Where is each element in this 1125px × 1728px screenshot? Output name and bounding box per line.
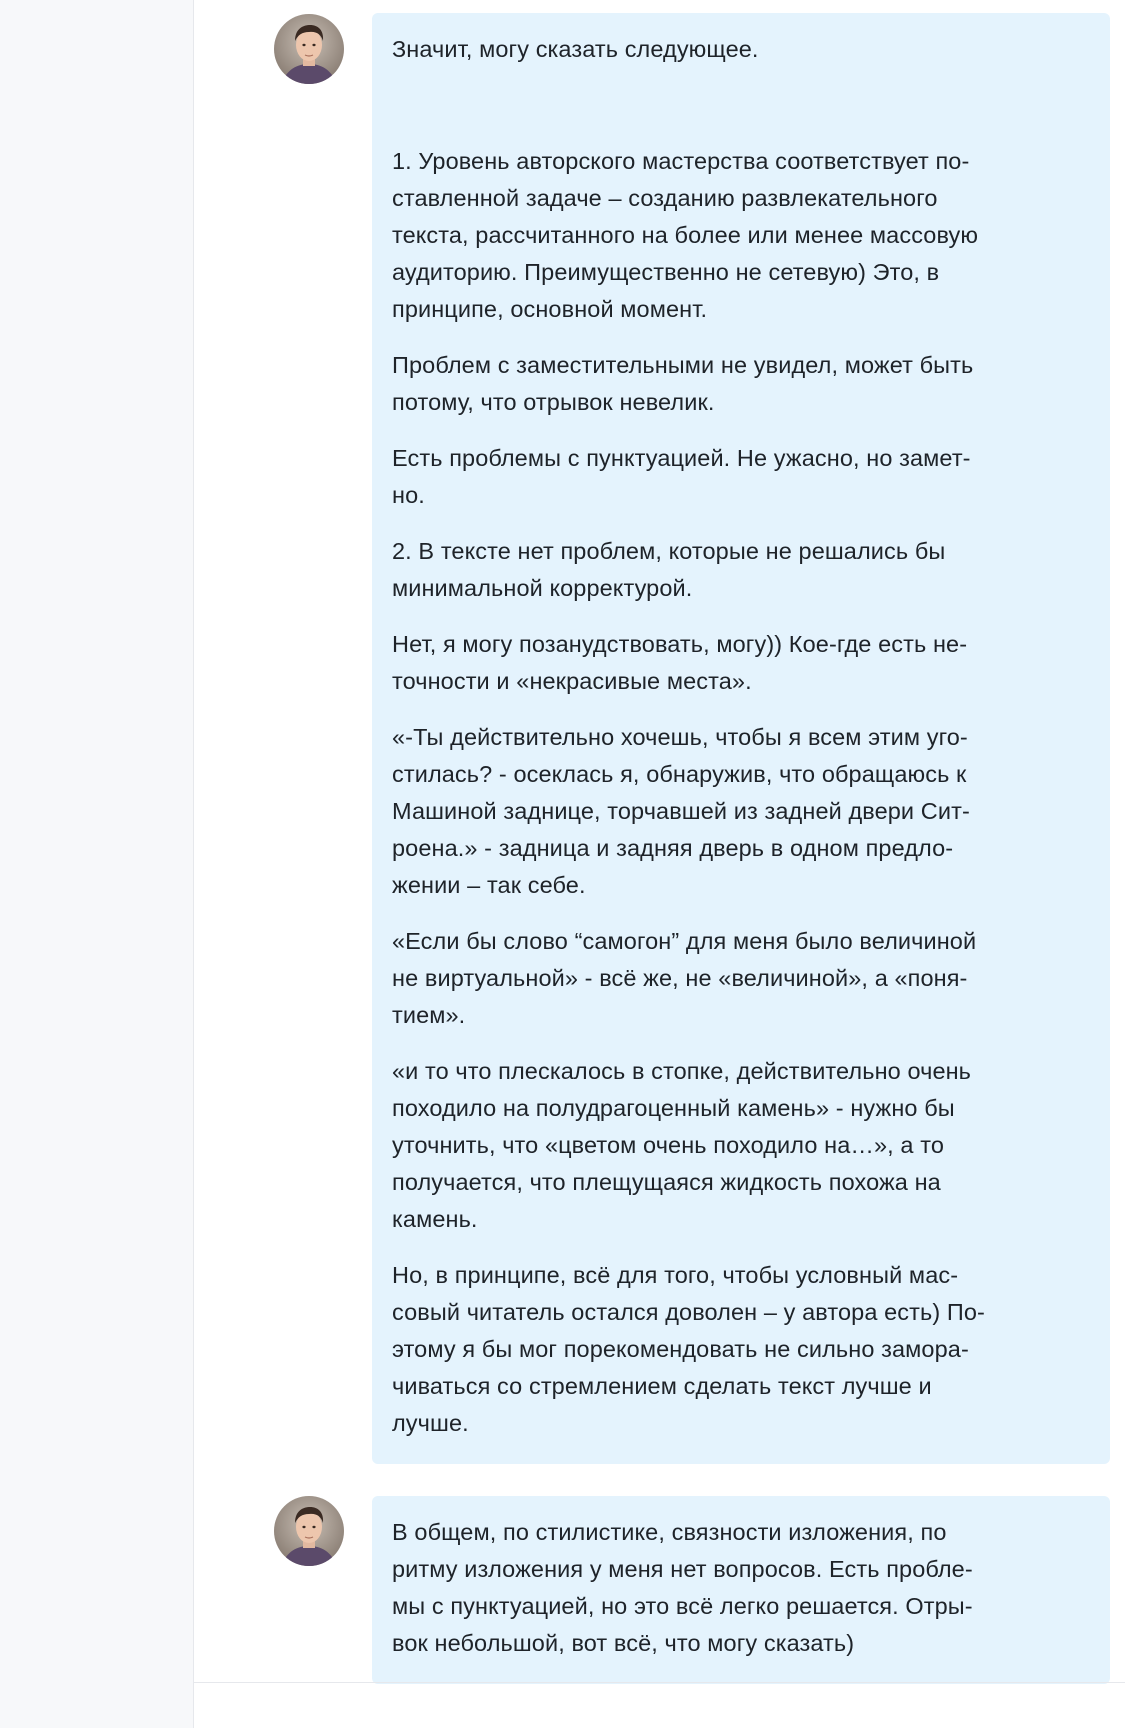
message-paragraph: Но, в принципе, всё для того, чтобы условный мас- совый читатель остался доволен – у автора есть) По- этому я бы мог порекомендовать не сильно замора- чиваться со стремлением сделать текст лучше и лучше. bbox=[392, 1262, 985, 1436]
message-paragraph: 2. В тексте нет проблем, которые не решались бы минимальной корректурой. bbox=[392, 538, 946, 601]
avatar-photo-icon bbox=[274, 1496, 344, 1566]
paragraph-gap bbox=[392, 87, 1086, 143]
message-paragraph: «Если бы слово “самогон” для меня было величиной не виртуальной» - всё же, не «величиной», а «поня- тием». bbox=[392, 928, 977, 1028]
message-paragraph: Есть проблемы с пунктуацией. Не ужасно, но замет- но. bbox=[392, 445, 971, 508]
avatar-photo-icon bbox=[274, 14, 344, 84]
left-gutter bbox=[0, 0, 193, 1728]
message-bubble bbox=[372, 1496, 1110, 1684]
user-avatar[interactable] bbox=[274, 1496, 344, 1566]
message-paragraph: Нет, я могу позанудствовать, могу)) Кое-где есть не- точности и «некрасивые места». bbox=[392, 631, 968, 694]
message-paragraph: «и то что плескалось в стопке, действительно очень походило на полудрагоценный камень» - нужно бы уточнить, что «цветом очень походило на…», а то получается, что плещущаяся жидкость похожа на камень. bbox=[392, 1058, 972, 1232]
message-paragraph: Проблем с заместительными не увидел, может быть потому, что отрывок невелик. bbox=[392, 352, 974, 415]
message-bubble bbox=[372, 13, 1110, 1464]
message-paragraph: «-Ты действительно хочешь, чтобы я всем этим уго- стилась? - осеклась я, обнаружив, что обращаюсь к Машиной заднице, торчавшей из задней двери Сит- роена.» - задница и задняя дверь в одном предло- жении – так себе. bbox=[392, 724, 970, 898]
user-avatar[interactable] bbox=[274, 14, 344, 84]
message-paragraph: В общем, по стилистике, связности изложения, по ритму изложения у меня нет вопросов. Есть пробле- мы с пунктуацией, но это всё легко решается. Отры- вок небольшой, вот всё, что могу сказать) bbox=[392, 1519, 973, 1656]
message-paragraph: 1. Уровень авторского мастерства соответствует по- ставленной задаче – созданию развлекательного текста, рассчитанного на более или менее массовую аудиторию. Преимущественно не сетевую) Это, в принципе, основной момент. bbox=[392, 148, 979, 322]
bottom-divider bbox=[193, 1682, 1125, 1683]
chat-panel bbox=[193, 0, 1125, 1728]
message-paragraph: Значит, могу сказать следующее. bbox=[392, 36, 759, 62]
